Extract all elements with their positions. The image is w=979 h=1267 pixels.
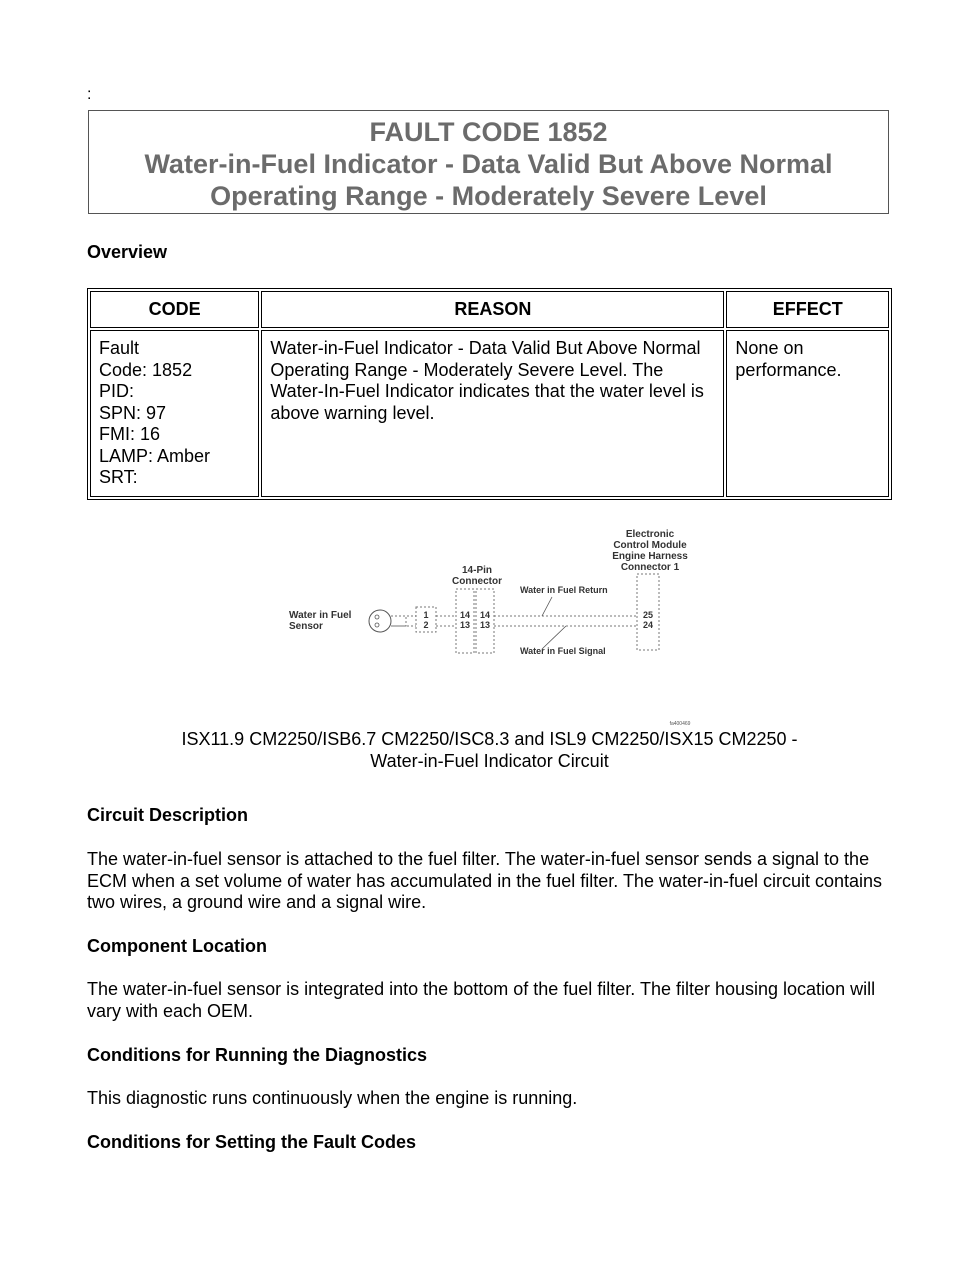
pin-1-label: 1 bbox=[423, 610, 429, 620]
wiring-diagram bbox=[280, 524, 700, 729]
connector-label-line2: Connector bbox=[452, 576, 502, 587]
pin-14a-label: 14 bbox=[459, 610, 471, 620]
sensor-label-line1: Water in Fuel bbox=[289, 610, 352, 621]
component-location-text: The water-in-fuel sensor is integrated into the bottom of the fuel filter. The filter housing location will vary with each OEM. bbox=[87, 979, 876, 1021]
effect-cell: None on performance. bbox=[726, 330, 889, 497]
sensor-terminal-1 bbox=[375, 615, 379, 619]
setting-conditions-heading: Conditions for Setting the Fault Codes bbox=[87, 1132, 416, 1152]
overview-table bbox=[87, 288, 892, 500]
pin-2-label: 2 bbox=[423, 620, 429, 630]
running-conditions-heading: Conditions for Running the Diagnostics bbox=[87, 1045, 427, 1065]
return-leader bbox=[542, 597, 552, 616]
circuit-description-heading: Circuit Description bbox=[87, 805, 249, 825]
page-marker: : bbox=[87, 86, 92, 103]
code-line-fmi: FMI: 16 bbox=[99, 424, 161, 444]
code-line-pid: PID: bbox=[99, 381, 135, 401]
code-line-code: Code: 1852 bbox=[99, 359, 193, 380]
code-line-lamp: LAMP: Amber bbox=[99, 445, 211, 466]
code-header: CODE bbox=[90, 291, 259, 328]
reason-cell: Water-in-Fuel Indicator - Data Valid But Above Normal Operating Range - Moderately Severe Level. The Water-In-Fuel Indicator indicates that the water level is above warning level. bbox=[261, 330, 724, 497]
code-cell bbox=[90, 330, 259, 497]
code-line-spn: SPN: 97 bbox=[99, 402, 167, 423]
ecm-label-line1: Electronic bbox=[625, 529, 675, 540]
pin-25-label: 25 bbox=[642, 610, 654, 620]
sensor-terminal-2 bbox=[375, 623, 379, 627]
caption-line2: Water-in-Fuel Indicator Circuit bbox=[370, 750, 609, 771]
caption-line1: ISX11.9 CM2250/ISB6.7 CM2250/ISC8.3 and ISL9 CM2250/ISX15 CM2250 - bbox=[181, 729, 798, 749]
sensor-label-line2: Sensor bbox=[289, 621, 323, 632]
circuit-description-text: The water-in-fuel sensor is attached to the fuel filter. The water-in-fuel sensor sends a signal to the ECM when a set volume of water has accumulated in the fuel filter. The water-in-fuel circuit contains two wires, a ground wire and a signal wire. bbox=[87, 849, 883, 912]
code-line-fault: Fault bbox=[99, 338, 140, 358]
table-row bbox=[90, 330, 889, 497]
fault-description-line1: Water-in-Fuel Indicator - Data Valid But Above Normal bbox=[144, 149, 833, 179]
pin-24-label: 24 bbox=[642, 620, 654, 630]
ecm-label-line4: Connector 1 bbox=[620, 562, 680, 573]
component-location-heading: Component Location bbox=[87, 936, 267, 956]
sensor-stub bbox=[391, 616, 406, 626]
sensor-symbol bbox=[369, 610, 391, 632]
table-header-row bbox=[90, 291, 889, 328]
reason-header: REASON bbox=[261, 291, 724, 328]
ecm-label-line2: Control Module bbox=[613, 540, 687, 551]
fault-description-line2: Operating Range - Moderately Severe Level bbox=[210, 181, 767, 211]
fault-code-title: FAULT CODE 1852 bbox=[369, 117, 608, 147]
connector-label-line1: 14-Pin bbox=[461, 565, 493, 576]
ecm-label-line3: Engine Harness bbox=[612, 551, 688, 562]
figure-id: fa400469 bbox=[669, 721, 691, 727]
overview-heading: Overview bbox=[87, 242, 168, 262]
effect-header: EFFECT bbox=[726, 291, 889, 328]
running-conditions-text: This diagnostic runs continuously when the engine is running. bbox=[87, 1088, 578, 1108]
figure-caption bbox=[87, 729, 892, 772]
pin-14b-label: 14 bbox=[479, 610, 491, 620]
return-wire-label: Water in Fuel Return bbox=[520, 585, 608, 595]
signal-wire-label: Water in Fuel Signal bbox=[520, 646, 606, 656]
fault-title-box bbox=[88, 110, 889, 214]
code-line-srt: SRT: bbox=[99, 467, 138, 487]
pin-13a-label: 13 bbox=[459, 620, 471, 630]
pin-13b-label: 13 bbox=[479, 620, 491, 630]
